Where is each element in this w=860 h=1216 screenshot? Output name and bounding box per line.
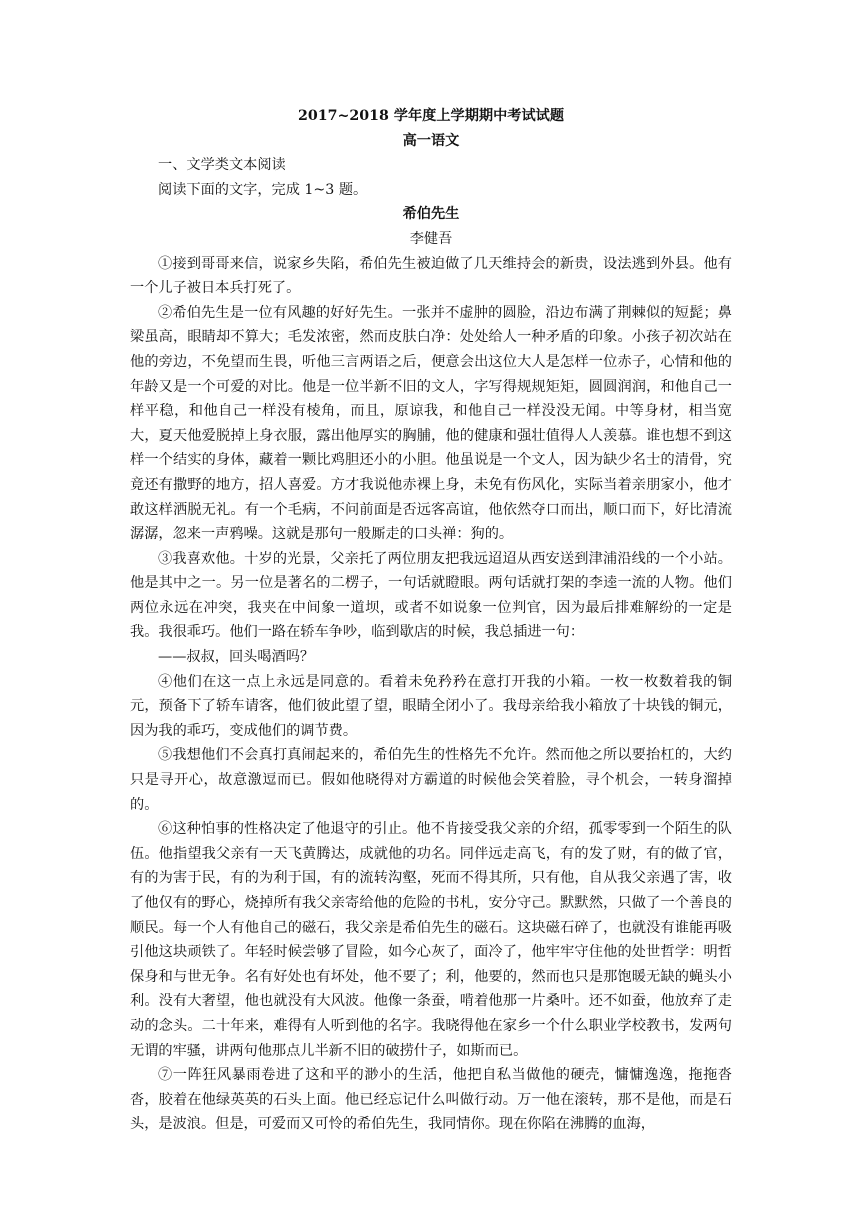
dialogue-line: ——叔叔，回头喝酒吗？: [158, 649, 315, 666]
article-title: 希伯先生: [402, 206, 460, 223]
paragraph-3: ③我喜欢他。十岁的光景，父亲托了两位朋友把我远迢迢从西安送到津浦沿线的一个小站。他是其中之一。另一位是著名的二楞子，一句话就瞪眼。两句话就打架的李逵一流的人物。他们两位永远在冲突，我夹在中间象一道坝，或者不如说象一位判官，因为最后排难解纷的一定是我。我很乖巧。他们一路在轿车争吵，临到歇店的时候，我总插进一句：: [130, 550, 732, 641]
paragraph-5: ⑤我想他们不会真打真闹起来的，希伯先生的性格先不允许。然而他之所以要抬杠的，大约只是寻开心，故意激逗而已。假如他晓得对方霸道的时候他会笑着脸，寻个机会，一转身溜掉的。: [130, 747, 732, 813]
paragraph-2: ②希伯先生是一位有风趣的好好先生。一张并不虚肿的圆脸，沿边布满了荆棘似的短髭；鼻梁虽高，眼睛却不算大；毛发浓密，然而皮肤白净：处处给人一种矛盾的印象。小孩子初次站在他的旁边，不免望而生畏，听他三言两语之后，便意会出这位大人是怎样一位赤子，心情和他的年龄又是一个可爱的对比。他是一位半新不旧的文人，字写得规规矩矩，圆圆润润，和他自己一样平稳，和他自己一样没有棱角，而且，原谅我，和他自己一样没没无闻。中等身材，相当宽大，夏天他爱脱掉上身衣服，露出他厚实的胸脯，他的健康和强壮值得人人羡慕。谁也想不到这样一个结实的身体，藏着一颗比鸡胆还小的小胆。他虽说是一个文人，因为缺少名士的清骨，究竟还有撒野的地方，招人喜爱。方才我说他赤裸上身，未免有伤风化，实际当着亲朋家小，他才敢这样洒脱无礼。有一个毛病，不问前面是否远客高谊，他依然夺口而出，顺口而下，好比清流潺潺，忽来一声鸦噪。这就是那句一般厮走的口头禅：狗的。: [130, 304, 732, 543]
exam-subtitle: 高一语文: [402, 132, 460, 149]
article-author: 李健吾: [409, 230, 453, 247]
document-content: [130, 100, 732, 1137]
paragraph-7: ⑦一阵狂风暴雨卷进了这和平的渺小的生活，他把自私当做他的硬壳，慵慵逸逸，拖拖沓沓，胶着在他绿英英的石头上面。他已经忘记什么叫做行动。万一他在滚转，那不是他，而是石头，是波浪。但是，可爱而又可怜的希伯先生，我同情你。现在你陷在沸腾的血海，: [130, 1067, 732, 1133]
paragraph-1: ①接到哥哥来信，说家乡失陷，希伯先生被迫做了几天维持会的新贵，设法逃到外县。他有一个儿子被日本兵打死了。: [130, 255, 732, 297]
section-heading: 一、文学类文本阅读: [158, 157, 286, 174]
paragraph-4: ④他们在这一点上永远是同意的。看着未免矜矜在意打开我的小箱。一枚一枚数着我的铜元，预备下了轿车请客，他们彼此望了望，眼睛全闭小了。我母亲给我小箱放了十块钱的铜元，因为我的乖巧，变成他们的调节费。: [130, 673, 732, 739]
paragraph-6: ⑥这种怕事的性格决定了他退守的引止。他不肯接受我父亲的介绍，孤零零到一个陌生的队伍。他指望我父亲有一天飞黄腾达，成就他的功名。同伴远走高飞，有的发了财，有的做了官，有的为害于民，有的为利于国，有的流转沟壑，死而不得其所，只有他，自从我父亲遇了害，收了他仅有的野心，烧掉所有我父亲寄给他的危险的书札，安分守己。默默然，只做了一个善良的顺民。每一个人有他自己的磁石，我父亲是希伯先生的磁石。这块磁石碎了，也就没有谁能再吸引他这块顽铁了。年轻时候尝够了冒险，如今心灰了，面冷了，他牢牢守住他的处世哲学：明哲保身和与世无争。名有好处也有坏处，他不要了；利，他要的，然而也只是那饱暖无缺的蝇头小利。没有大奢望，他也就没有大风波。他像一条蚕，啃着他那一片桑叶。还不如蚕，他放弃了走动的念头。二十年来，难得有人听到他的名字。我晓得他在家乡一个什么职业学校教书，发两句无谓的牢骚，讲两句他那点儿半新不旧的破捞什子，如斯而已。: [130, 821, 732, 1059]
section-instruction: 阅读下面的文字，完成 1~3 题。: [158, 181, 368, 198]
exam-title: 2017~2018 学年度上学期期中考试试题: [297, 108, 565, 124]
